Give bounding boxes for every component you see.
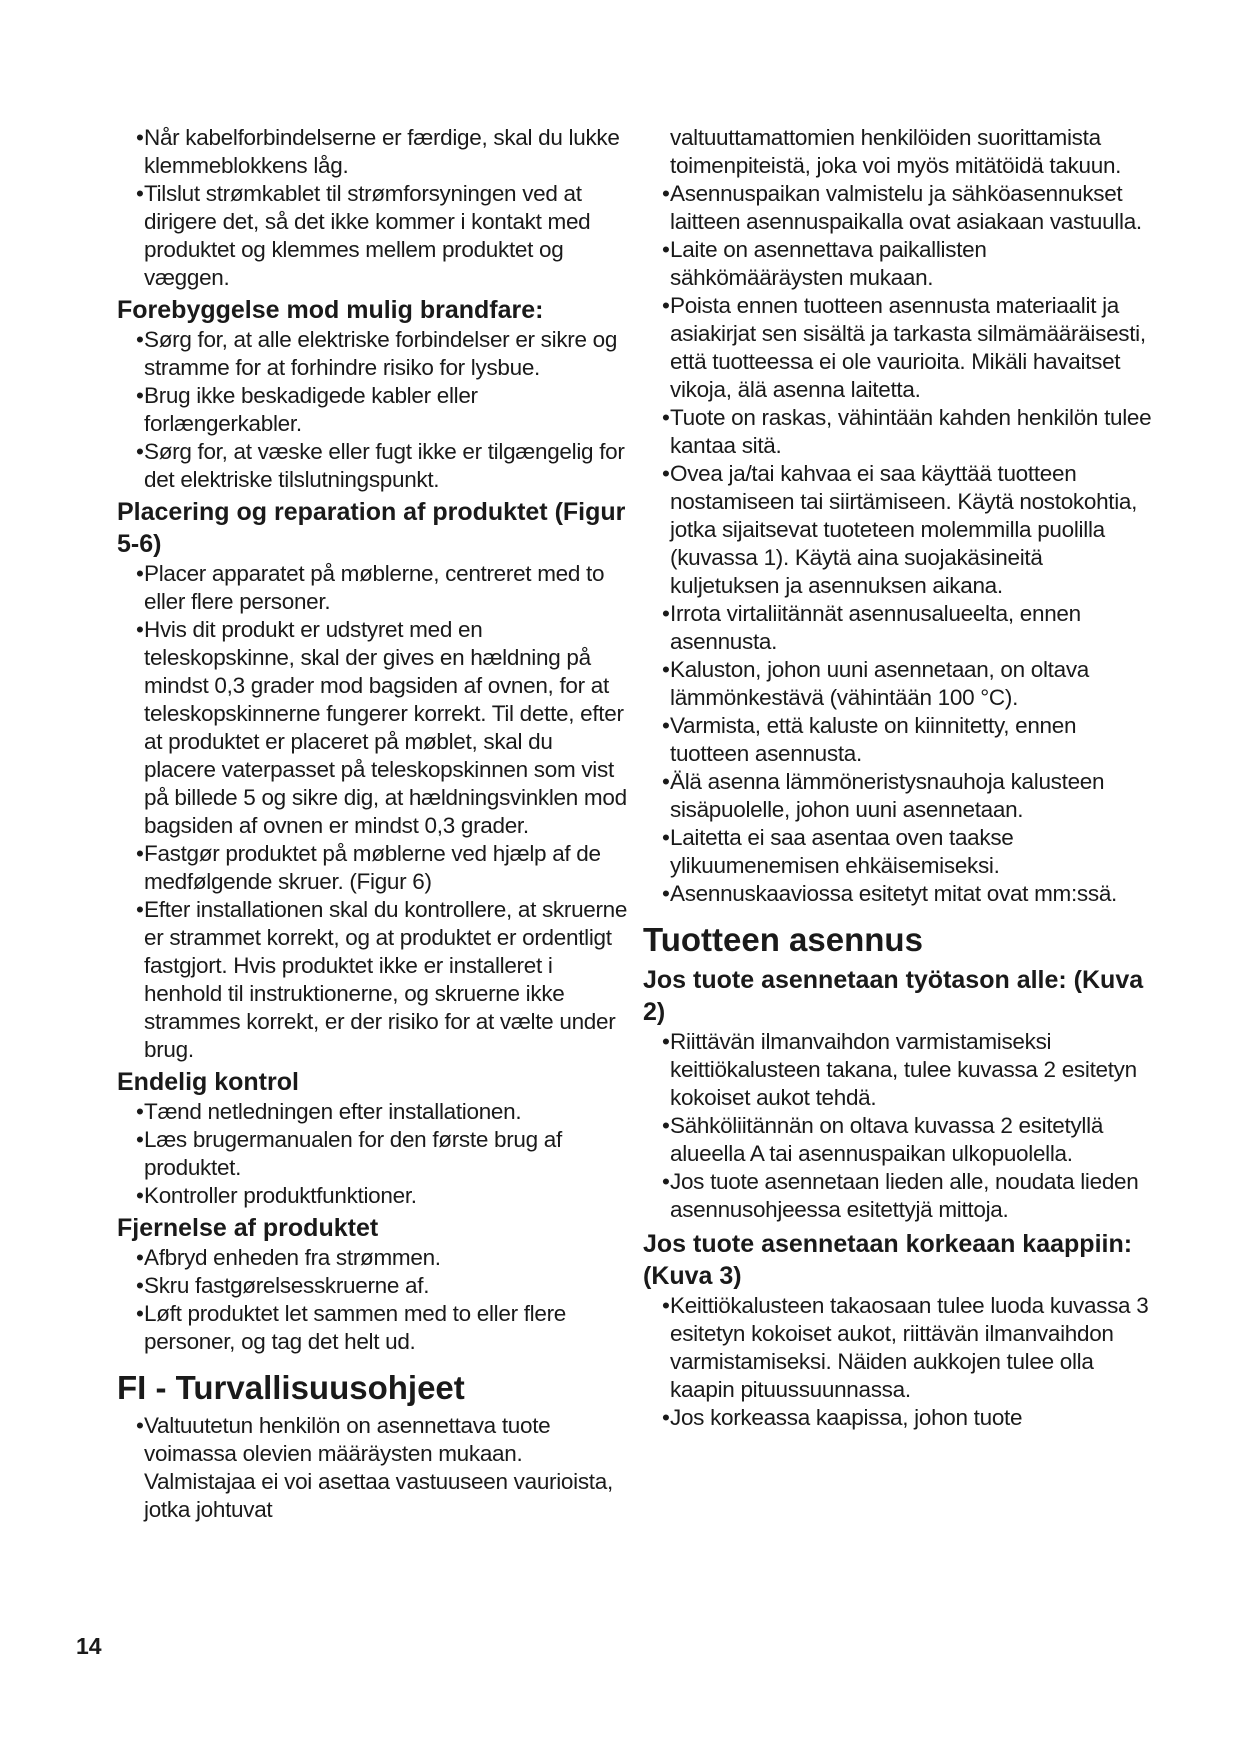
page-number: 14	[76, 1633, 102, 1659]
list-item: • Keittiökalusteen takaosaan tulee luoda kuvassa 3 esitetyn kokoiset aukot, riittävän ilmanvaihdon varmistamiseksi. Näiden aukkojen tulee olla kaapin pituussuunnassa.	[643, 1292, 1155, 1404]
list-item: • Kaluston, johon uuni asennetaan, on oltava lämmönkestävä (vähintään 100 °C).	[643, 656, 1155, 712]
list-item: • Afbryd enheden fra strømmen.	[117, 1244, 629, 1272]
list-item: • Älä asenna lämmöneristysnauhoja kalusteen sisäpuolelle, johon uuni asennetaan.	[643, 768, 1155, 824]
heading-final-check: Endelig kontrol	[117, 1068, 299, 1096]
list-item: • Varmista, että kaluste on kiinnitetty, ennen tuotteen asennusta.	[643, 712, 1155, 768]
list-item: • Skru fastgørelsesskruerne af.	[117, 1272, 629, 1300]
list-item: • Sähköliitännän on oltava kuvassa 2 esitetyllä alueella A tai asennuspaikan ulkopuolella.	[643, 1112, 1155, 1168]
list-item: • Efter installationen skal du kontrollere, at skruerne er strammet korrekt, og at produktet er ordentligt fastgjort. Hvis produktet ikke er installeret i henhold til instruktionerne, og skruerne ikke strammes korrekt, er der risiko for at vælte under brug.	[117, 896, 629, 1064]
list-item: • Placer apparatet på møblerne, centreret med to eller flere personer.	[117, 560, 629, 616]
list-item: • Asennuspaikan valmistelu ja sähköasennukset laitteen asennuspaikalla ovat asiakaan vastuulla.	[643, 180, 1155, 236]
list-item: • Irrota virtaliitännät asennusalueelta, ennen asennusta.	[643, 600, 1155, 656]
list-item: • Kontroller produktfunktioner.	[117, 1182, 629, 1210]
heading-removal: Fjernelse af produktet	[117, 1214, 379, 1242]
list-item: • Valtuutetun henkilön on asennettava tuote voimassa olevien määräysten mukaan. Valmistajaa ei voi asettaa vastuuseen vaurioista, jotka johtuvat	[117, 1412, 629, 1524]
heading-tall-cabinet: Jos tuote asennetaan korkeaan kaappiin: (Kuva 3)	[643, 1230, 1133, 1290]
continued-text-body: valtuuttamattomien henkilöiden suorittamista toimenpiteistä, joka voi myös mitätöidä takuun.	[670, 125, 1122, 178]
list-item: • Når kabelforbindelserne er færdige, skal du lukke klemmeblokkens låg.	[117, 124, 629, 180]
list-item: • Asennuskaaviossa esitetyt mitat ovat mm:ssä.	[643, 880, 1155, 908]
list-item: • Tilslut strømkablet til strømforsyningen ved at dirigere det, så det ikke kommer i kontakt med produktet og klemmes mellem produktet og væggen.	[117, 180, 629, 292]
list-item: • Jos korkeassa kaapissa, johon tuote	[643, 1404, 1155, 1432]
heading-placement: Placering og reparation af produktet (Figur 5-6)	[117, 498, 626, 558]
list-item: • Ovea ja/tai kahvaa ei saa käyttää tuotteen nostamiseen tai siirtämiseen. Käytä nostokohtia, jotka sijaitsevat tuoteteen molemmilla puolilla (kuvassa 1). Käytä aina suojakäsineitä kuljetuksen ja asennuksen aikana.	[643, 460, 1155, 600]
list-item: • Løft produktet let sammen med to eller flere personer, og tag det helt ud.	[117, 1300, 629, 1356]
list-item: • Sørg for, at væske eller fugt ikke er tilgængelig for det elektriske tilslutningspunkt.	[117, 438, 629, 494]
left-column	[117, 124, 629, 1524]
list-item: • Tuote on raskas, vähintään kahden henkilön tulee kantaa sitä.	[643, 404, 1155, 460]
list-item: • Riittävän ilmanvaihdon varmistamiseksi keittiökalusteen takana, tulee kuvassa 2 esitetyn kokoiset aukot tehdä.	[643, 1028, 1155, 1112]
list-item: • Laitetta ei saa asentaa oven taakse ylikuumenemisen ehkäisemiseksi.	[643, 824, 1155, 880]
list-item: • Laite on asennettava paikallisten sähkömääräysten mukaan.	[643, 236, 1155, 292]
list-item: • Hvis dit produkt er udstyret med en teleskopskinne, skal der gives en hældning på mindst 0,3 grader mod bagsiden af ovnen, for at teleskopskinnerne fungerer korrekt. Til dette, efter at produktet er placeret på møblet, skal du placere vaterpasset på teleskopskinnen som vist på billede 5 og sikre dig, at hældningsvinklen mod bagsiden af ovnen er mindst 0,3 grader.	[117, 616, 629, 840]
right-column	[643, 124, 1155, 1432]
list-item: • Fastgør produktet på møblerne ved hjælp af de medfølgende skruer. (Figur 6)	[117, 840, 629, 896]
list-item: • Brug ikke beskadigede kabler eller forlængerkabler.	[117, 382, 629, 438]
continued-text	[643, 124, 1155, 180]
list-item: • Jos tuote asennetaan lieden alle, noudata lieden asennusohjeessa esitettyjä mittoja.	[643, 1168, 1155, 1224]
heading-under-counter: Jos tuote asennetaan työtason alle: (Kuva 2)	[643, 966, 1144, 1026]
list-item: • Læs brugermanualen for den første brug af produktet.	[117, 1126, 629, 1182]
list-item: • Tænd netledningen efter installationen.	[117, 1098, 629, 1126]
list-item: • Sørg for, at alle elektriske forbindelser er sikre og stramme for at forhindre risiko for lysbue.	[117, 326, 629, 382]
heading-fire-prevention: Forebyggelse mod mulig brandfare:	[117, 296, 544, 324]
heading-installation: Tuotteen asennus	[643, 921, 923, 958]
list-item: • Poista ennen tuotteen asennusta materiaalit ja asiakirjat sen sisältä ja tarkasta silmämääräisesti, että tuotteessa ei ole vaurioita. Mikäli havaitset vikoja, älä asenna laitetta.	[643, 292, 1155, 404]
heading-fi-safety: FI - Turvallisuusohjeet	[117, 1369, 465, 1406]
